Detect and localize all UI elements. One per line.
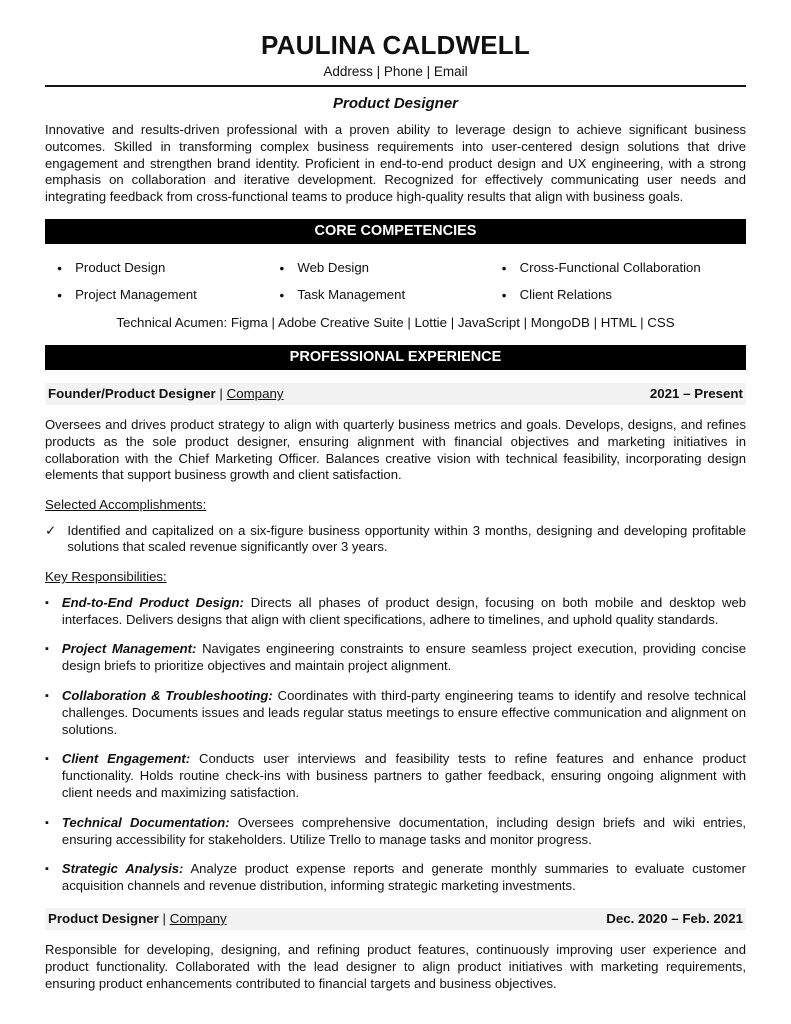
responsibility-item bbox=[45, 861, 746, 895]
round-bullet-icon: ● bbox=[57, 289, 63, 300]
responsibility-text-block bbox=[62, 641, 746, 675]
competencies-grid bbox=[45, 257, 746, 303]
pipe-separator: | bbox=[162, 910, 167, 926]
responsibility-lead: Client Engagement: bbox=[61, 751, 191, 767]
responsibility-text: Analyze product expense reports and generate monthly summaries to evaluate customer acquisition channels and revenue distribution, informing strategic marketing investments. bbox=[61, 861, 746, 894]
square-bullet-icon: ▪ bbox=[45, 596, 49, 609]
competency-label: Web Design bbox=[297, 259, 369, 275]
responsibility-item bbox=[45, 688, 746, 738]
responsibility-item bbox=[45, 815, 746, 849]
competency-item bbox=[57, 260, 279, 276]
responsibility-item bbox=[45, 751, 746, 801]
selected-accomplishments-label: Selected Accomplishments: bbox=[45, 497, 207, 513]
candidate-name: PAULINA CALDWELL bbox=[261, 30, 530, 60]
square-bullet-icon: ▪ bbox=[45, 753, 49, 766]
responsibility-text-block bbox=[62, 595, 746, 629]
job-description: Oversees and drives product strategy to align with quarterly business metrics and goals. Develops, designs, and refines products as the sole product designer, ensuring alignment with financial objectives and marketing initiatives in collaboration with the Chief Marketing Officer. Balances creative vision with technical feasibility, incorporating design elements that support business growth and client satisfaction. bbox=[45, 416, 746, 483]
section-header-professional-experience: PROFESSIONAL EXPERIENCE bbox=[45, 345, 746, 370]
accomplishment-item bbox=[45, 523, 746, 557]
responsibility-item bbox=[45, 595, 746, 629]
contact-line: Address | Phone | Email bbox=[323, 64, 468, 79]
responsibility-text: Directs all phases of product design, focusing on both mobile and desktop web interfaces. Delivers designs that align with client specifications, adhere to timelines, and uphold quality standards. bbox=[61, 594, 747, 627]
competency-label: Client Relations bbox=[519, 286, 613, 302]
round-bullet-icon: ● bbox=[279, 289, 285, 300]
accomplishment-text: Identified and capitalized on a six-figure business opportunity within 3 months, designing and developing profitable solutions that scaled revenue significantly over 3 years. bbox=[67, 522, 746, 555]
responsibility-item bbox=[45, 641, 746, 675]
job-title: Product Designer bbox=[48, 910, 159, 926]
square-bullet-icon: ▪ bbox=[45, 816, 49, 829]
technical-acumen-line: Technical Acumen: Figma | Adobe Creative Suite | Lottie | JavaScript | MongoDB | HTML | CSS bbox=[116, 314, 675, 330]
responsibility-text-block bbox=[62, 861, 746, 895]
document-title: Product Designer bbox=[332, 95, 459, 112]
responsibility-text: Oversees comprehensive documentation, including design briefs and wiki entries, ensuring accessibility for stakeholders. Utilize Trello to manage tasks and monitor progress. bbox=[61, 814, 747, 847]
round-bullet-icon: ● bbox=[279, 262, 285, 273]
summary-paragraph: Innovative and results-driven professional with a proven ability to leverage design to achieve significant business outcomes. Skilled in transforming complex business requirements into user-centered design solutions that drive engagement and strengthen brand identity. Proficient in end-to-end product design and UX engineering, with a strong emphasis on collaboration and iterative development. Recognized for effectively communicating user needs and integrating feedback from cross-functional teams to produce high-quality results that align with business goals. bbox=[45, 122, 746, 205]
round-bullet-icon: ● bbox=[501, 262, 507, 273]
responsibility-text-block bbox=[62, 688, 746, 738]
job-title-line bbox=[48, 386, 284, 402]
company-link[interactable]: Company bbox=[169, 910, 227, 926]
job-title-line bbox=[48, 911, 227, 927]
check-icon: ✓ bbox=[45, 522, 57, 538]
job-dates: Dec. 2020 – Feb. 2021 bbox=[606, 910, 743, 926]
competency-item bbox=[279, 287, 501, 303]
responsibility-text-block bbox=[62, 815, 746, 849]
job-header bbox=[45, 383, 746, 405]
competency-item bbox=[502, 287, 746, 303]
responsibility-lead: Collaboration & Troubleshooting: bbox=[61, 687, 273, 703]
job-title: Founder/Product Designer bbox=[48, 385, 216, 401]
responsibility-text: Coordinates with third-party engineering teams to identify and resolve technical challenges. Documents issues and leads regular status meetings to ensure effective communication and alignment on solutions. bbox=[61, 687, 747, 737]
responsibility-text: Navigates engineering constraints to ensure seamless project execution, providing concise design briefs to prioritize objectives and maintain project alignment. bbox=[61, 641, 747, 674]
header-divider bbox=[45, 85, 746, 87]
competency-label: Product Design bbox=[75, 259, 166, 275]
responsibility-text-block bbox=[62, 751, 746, 801]
competency-label: Cross-Functional Collaboration bbox=[519, 259, 701, 275]
competency-item bbox=[502, 260, 746, 276]
round-bullet-icon: ● bbox=[57, 262, 63, 273]
round-bullet-icon: ● bbox=[501, 289, 507, 300]
square-bullet-icon: ▪ bbox=[45, 689, 49, 702]
company-link[interactable]: Company bbox=[226, 385, 284, 401]
pipe-separator: | bbox=[219, 385, 223, 401]
square-bullet-icon: ▪ bbox=[45, 643, 49, 656]
job-dates: 2021 – Present bbox=[649, 385, 743, 401]
job-header bbox=[45, 908, 746, 930]
responsibility-lead: Technical Documentation: bbox=[61, 814, 230, 830]
job-description: Responsible for developing, designing, and refining product features, continuously improving user experience and product functionality. Collaborated with the lead designer to align product initiatives with marketing requirements, ensuring product enhancements contributed to financial targets and business objectives. bbox=[45, 941, 746, 991]
responsibility-lead: Project Management: bbox=[61, 641, 197, 657]
competency-label: Task Management bbox=[297, 286, 406, 302]
key-responsibilities-label: Key Responsibilities: bbox=[45, 569, 167, 585]
responsibility-lead: Strategic Analysis: bbox=[61, 861, 184, 877]
section-header-core-competencies: CORE COMPETENCIES bbox=[45, 219, 746, 244]
responsibility-lead: End-to-End Product Design: bbox=[61, 594, 244, 610]
competency-item bbox=[57, 287, 279, 303]
competency-item bbox=[279, 260, 501, 276]
square-bullet-icon: ▪ bbox=[45, 863, 49, 876]
responsibility-text: Conducts user interviews and feasibility tests to refine features and enhance product functionality. Holds routine check-ins with business partners to gather feedback, ensuring ongoing alignment with client needs and maximizing satisfaction. bbox=[61, 751, 746, 800]
competency-label: Project Management bbox=[75, 286, 197, 302]
